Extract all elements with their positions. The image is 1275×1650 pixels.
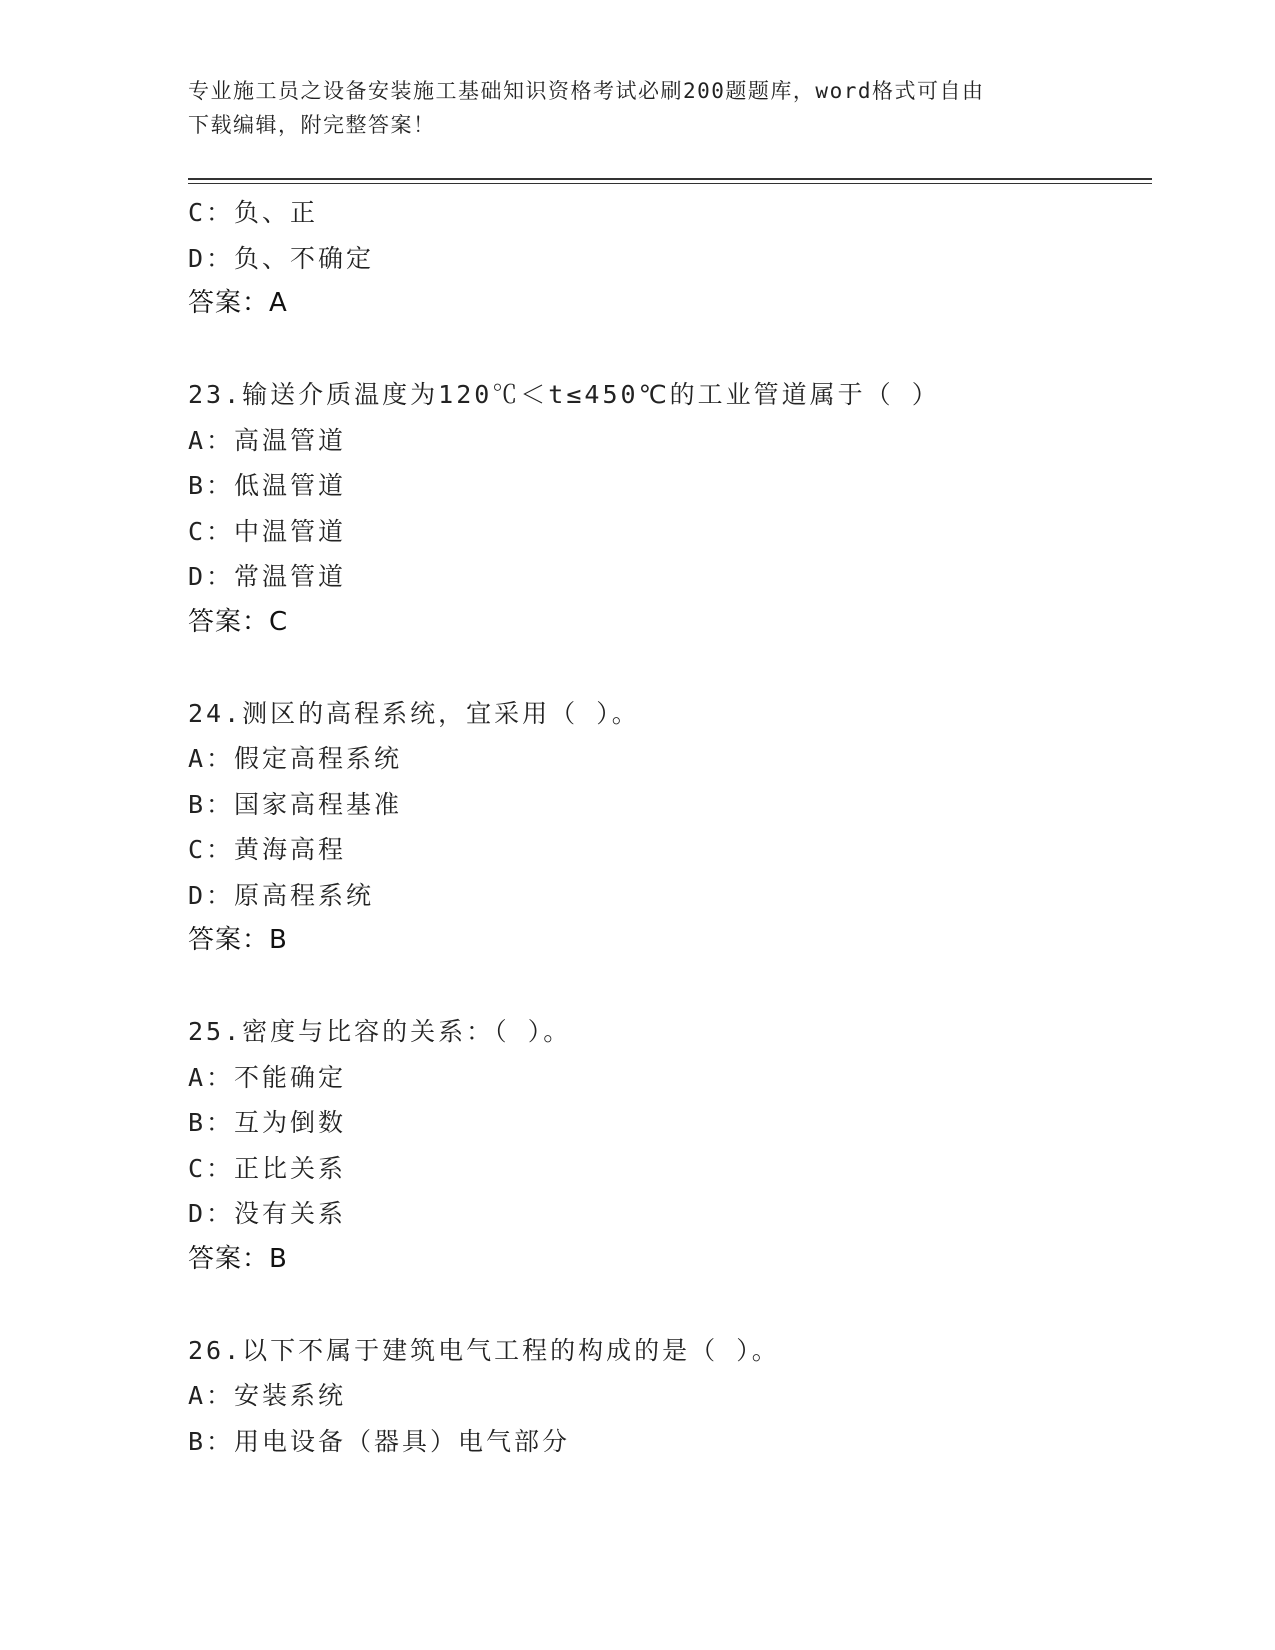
answer-line: 答案：C <box>188 606 289 637</box>
answer-line: 答案：B <box>188 1243 288 1274</box>
option-b: B：低温管道 <box>188 471 347 500</box>
header-divider-thin <box>188 183 1152 184</box>
header-divider-thick <box>188 178 1152 180</box>
option-b: B：国家高程基准 <box>188 789 403 819</box>
option-c: C：正比关系 <box>188 1153 347 1183</box>
answer-line: 答案：B <box>188 925 288 955</box>
question-block-24 <box>188 691 1152 964</box>
question-block-26 <box>188 1328 1152 1465</box>
spacer <box>188 964 1152 1010</box>
question-block-22 <box>188 190 1152 327</box>
option-d: D：原高程系统 <box>188 880 375 910</box>
answer-line: 答案：A <box>188 288 288 318</box>
option-a: A：假定高程系统 <box>188 744 403 773</box>
header-line-2: 下载编辑，附完整答案！ <box>188 113 436 137</box>
document-header <box>188 74 1068 142</box>
spacer <box>188 1282 1152 1328</box>
option-c: C：黄海高程 <box>188 835 347 864</box>
option-b: B：用电设备（器具）电气部分 <box>188 1426 571 1456</box>
option-a: A：不能确定 <box>188 1062 347 1092</box>
spacer <box>188 327 1152 373</box>
option-c: C：中温管道 <box>188 516 347 546</box>
option-a: A：安装系统 <box>188 1381 347 1410</box>
question-block-23 <box>188 372 1152 645</box>
question-list <box>188 190 1152 1464</box>
option-c: C：负、正 <box>188 198 319 227</box>
question-text: 23.输送介质温度为120℃＜t≤450℃的工业管道属于（ ） <box>188 380 940 409</box>
option-b: B：互为倒数 <box>188 1108 347 1137</box>
option-a: A：高温管道 <box>188 425 347 455</box>
header-line-1: 专业施工员之设备安装施工基础知识资格考试必刷200题题库，word格式可自由 <box>188 79 985 103</box>
option-d: D：没有关系 <box>188 1199 347 1228</box>
option-d: D：负、不确定 <box>188 243 375 273</box>
spacer <box>188 645 1152 691</box>
question-text: 26.以下不属于建筑电气工程的构成的是（ ）。 <box>188 1335 780 1365</box>
question-block-25 <box>188 1009 1152 1282</box>
question-text: 25.密度与比容的关系：（ ）。 <box>188 1017 572 1046</box>
question-text: 24.测区的高程系统，宜采用（ ）。 <box>188 698 640 728</box>
option-d: D：常温管道 <box>188 562 347 591</box>
